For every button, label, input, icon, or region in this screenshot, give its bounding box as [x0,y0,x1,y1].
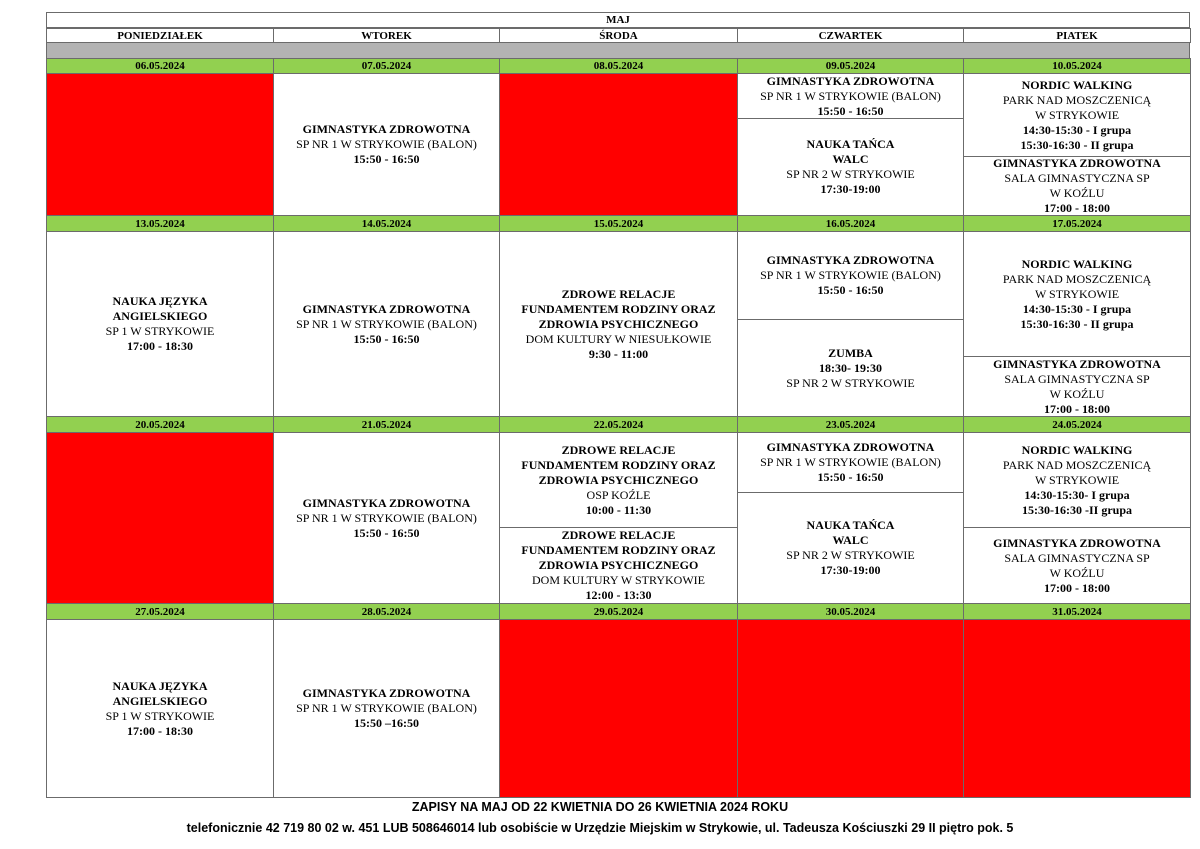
event-time: 14:30-15:30 - I grupa 15:30-16:30 - II grupa [1020,122,1134,152]
event-cell [963,356,1191,417]
event-time: 17:30-19:00 [820,182,881,196]
closed-day-cell [46,432,274,604]
day-header: ŚRODA [499,28,738,43]
event-time: 10:00 - 11:30 [585,502,652,517]
event-cell [273,73,500,216]
date-cell: 13.05.2024 [46,215,274,232]
event-title: ZDROWE RELACJE FUNDAMENTEM RODZINY ORAZ ZDROWIA PSYCHICZNEGO [521,286,716,331]
event-location: SP NR 1 W STRYKOWIE (BALON) [760,88,941,103]
event-cell [737,118,964,216]
event-time: 14:30-15:30- I grupa 15:30-16:30 -II grupa [1022,487,1132,517]
event-title: NORDIC WALKING [1021,77,1133,92]
event-cell [46,231,274,417]
date-cell: 09.05.2024 [737,58,964,74]
event-cell [273,432,500,604]
event-location: PARK NAD MOSZCZENICĄ W STRYKOWIE [1002,92,1152,122]
event-location: SP NR 1 W STRYKOWIE (BALON) [296,137,477,151]
event-cell [963,527,1191,604]
event-cell [499,527,738,604]
event-time: 9:30 - 11:00 [588,346,649,361]
closed-day-cell [737,619,964,798]
date-cell: 17.05.2024 [963,215,1191,232]
date-cell: 21.05.2024 [273,416,500,433]
date-cell: 06.05.2024 [46,58,274,74]
date-cell: 08.05.2024 [499,58,738,74]
event-time: 17:00 - 18:00 [1044,401,1110,416]
date-cell: 29.05.2024 [499,603,738,620]
date-cell: 28.05.2024 [273,603,500,620]
event-location: PARK NAD MOSZCZENICĄ W STRYKOWIE [1002,271,1152,301]
day-header: WTOREK [273,28,500,43]
event-title: GIMNASTYKA ZDROWOTNA [302,301,471,316]
event-location: DOM KULTURY W NIESUŁKOWIE [525,331,712,346]
month-header: MAJ [46,12,1190,28]
event-location: SP NR 1 W STRYKOWIE (BALON) [296,701,477,715]
event-time: 15:50 –16:50 [354,716,419,730]
day-header: CZWARTEK [737,28,964,43]
event-location: SP NR 2 W STRYKOWIE [786,167,915,181]
day-header: PIATEK [963,28,1191,43]
event-cell [737,73,964,119]
event-title: NAUKA JĘZYKA ANGIELSKIEGO [112,678,208,708]
event-cell [499,231,738,417]
event-title: GIMNASTYKA ZDROWOTNA [302,122,471,136]
day-header: PONIEDZIAŁEK [46,28,274,43]
event-cell [737,319,964,417]
event-location: SP NR 1 W STRYKOWIE (BALON) [296,510,477,525]
closed-day-cell [499,619,738,798]
event-location: SP NR 2 W STRYKOWIE [786,375,915,390]
event-time: 15:50 - 16:50 [353,331,420,346]
event-title: GIMNASTYKA ZDROWOTNA [766,253,935,267]
event-time: 15:50 - 16:50 [353,152,420,166]
event-title: GIMNASTYKA ZDROWOTNA [993,535,1161,550]
event-title: GIMNASTYKA ZDROWOTNA [302,686,471,700]
event-cell [737,231,964,320]
event-time: 14:30-15:30 - I grupa 15:30-16:30 - II grupa [1020,301,1134,331]
footer-signup-period: ZAPISY NA MAJ OD 22 KWIETNIA DO 26 KWIETNIA 2024 ROKU [411,800,789,814]
date-cell: 07.05.2024 [273,58,500,74]
event-cell [737,492,964,604]
event-title: GIMNASTYKA ZDROWOTNA [302,495,471,510]
date-cell: 15.05.2024 [499,215,738,232]
footer-contact-info: telefonicznie 42 719 80 02 w. 451 LUB 508646014 lub osobiście w Urzędzie Miejskim w Strykowie, ul. Tadeusza Kościuszki 29 II piętro pok. 5 [186,821,1014,835]
closed-day-cell [46,73,274,216]
separator-bar [46,42,1190,59]
date-cell: 22.05.2024 [499,416,738,433]
event-location: PARK NAD MOSZCZENICĄ W STRYKOWIE [1002,457,1152,487]
event-cell [273,231,500,417]
event-location: SP NR 1 W STRYKOWIE (BALON) [760,455,941,469]
date-cell: 24.05.2024 [963,416,1191,433]
event-cell [963,432,1191,528]
event-time: 18:30- 19:30 [819,360,882,375]
event-location: SP NR 1 W STRYKOWIE (BALON) [296,316,477,331]
date-cell: 31.05.2024 [963,603,1191,620]
event-location: OSP KOŹLE [586,487,651,502]
event-title: NAUKA TAŃCA WALC [806,137,895,166]
event-location: SP 1 W STRYKOWIE [105,708,215,723]
event-title: NORDIC WALKING [1021,442,1133,457]
date-cell: 30.05.2024 [737,603,964,620]
closed-day-cell [499,73,738,216]
event-location: SP NR 2 W STRYKOWIE [786,548,915,562]
event-title: GIMNASTYKA ZDROWOTNA [766,73,935,88]
event-time: 15:50 - 16:50 [817,470,884,484]
event-cell [963,73,1191,157]
event-title: GIMNASTYKA ZDROWOTNA [766,440,935,454]
event-title: GIMNASTYKA ZDROWOTNA [993,356,1161,371]
date-cell: 10.05.2024 [963,58,1191,74]
date-cell: 20.05.2024 [46,416,274,433]
date-cell: 16.05.2024 [737,215,964,232]
event-title: NAUKA TAŃCA WALC [806,518,895,547]
event-time: 15:50 - 16:50 [817,103,884,118]
event-time: 17:00 - 18:30 [127,723,193,738]
date-cell: 23.05.2024 [737,416,964,433]
event-cell [963,231,1191,357]
event-location: SALA GIMNASTYCZNA SP W KOŹLU [1004,550,1150,580]
event-location: SALA GIMNASTYCZNA SP W KOŹLU [1004,171,1150,200]
event-time: 12:00 - 13:30 [585,588,652,602]
event-title: GIMNASTYKA ZDROWOTNA [993,156,1161,170]
event-time: 17:00 - 18:00 [1044,580,1110,595]
event-location: SP NR 1 W STRYKOWIE (BALON) [760,268,941,282]
event-location: SALA GIMNASTYCZNA SP W KOŹLU [1004,371,1150,401]
event-time: 17:00 - 18:30 [127,339,193,353]
event-cell [273,619,500,798]
event-time: 15:50 - 16:50 [817,283,884,297]
event-location: SP 1 W STRYKOWIE [105,324,215,338]
event-title: ZDROWE RELACJE FUNDAMENTEM RODZINY ORAZ ZDROWIA PSYCHICZNEGO [521,528,716,572]
event-title: ZUMBA [828,345,873,360]
date-cell: 14.05.2024 [273,215,500,232]
event-title: ZDROWE RELACJE FUNDAMENTEM RODZINY ORAZ ZDROWIA PSYCHICZNEGO [521,442,716,487]
event-location: DOM KULTURY W STRYKOWIE [531,573,705,587]
event-time: 15:50 - 16:50 [353,525,420,540]
event-title: NAUKA JĘZYKA ANGIELSKIEGO [112,294,208,323]
event-cell [499,432,738,528]
event-cell [737,432,964,493]
event-title: NORDIC WALKING [1021,256,1133,271]
event-time: 17:00 - 18:00 [1044,201,1110,215]
event-cell [963,156,1191,216]
date-cell: 27.05.2024 [46,603,274,620]
closed-day-cell [963,619,1191,798]
event-cell [46,619,274,798]
event-time: 17:30-19:00 [820,563,881,577]
